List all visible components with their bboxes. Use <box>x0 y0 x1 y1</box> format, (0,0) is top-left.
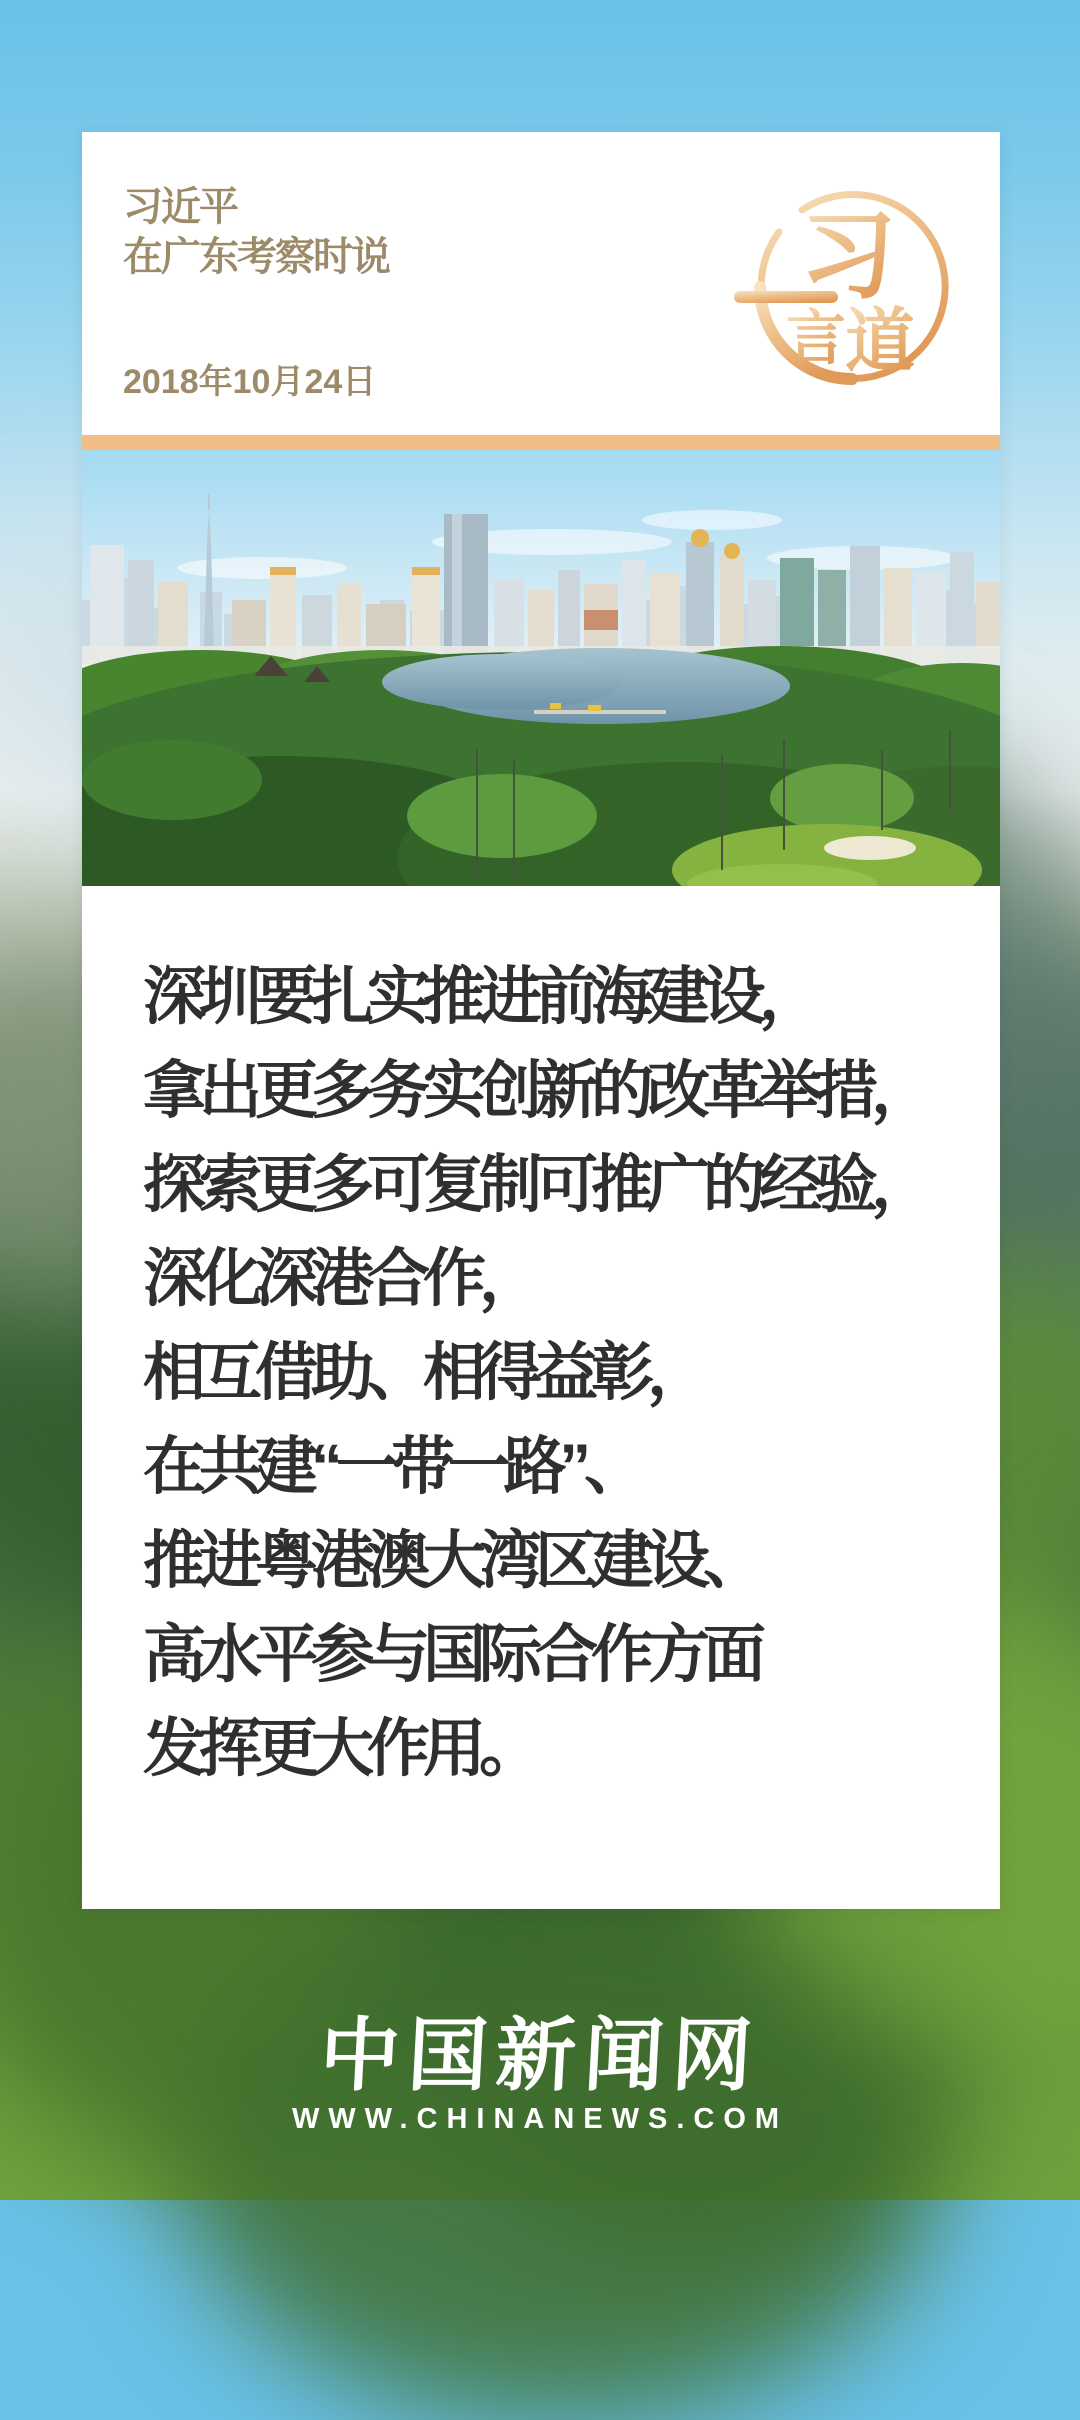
quote-line: 在共建“一带一路”、 <box>143 1432 640 1502</box>
quote-line: 深化深港合作， <box>143 1244 535 1314</box>
foliage-blob <box>180 1900 940 2420</box>
seal-char-xi: 习 <box>800 203 896 310</box>
city-park-photo <box>82 450 1000 886</box>
seal-char-yan: 言 <box>786 305 846 372</box>
quote-line: 推进粤港澳大湾区建设、 <box>143 1526 759 1596</box>
chinanews-logo-text: 中国新闻网 <box>317 2008 763 2102</box>
card-header-title <box>123 182 389 282</box>
quote-line: 发挥更大作用。 <box>143 1714 535 1784</box>
quote-line: 深圳要扎实推进前海建设， <box>143 962 815 1032</box>
chinanews-logo-lockup <box>0 2008 1080 2136</box>
xiyandao-seal-icon <box>730 187 952 387</box>
quote-card <box>82 132 1000 1909</box>
tan-divider-band <box>82 435 1000 450</box>
quote-line: 拿出更多务实创新的改革举措， <box>143 1056 927 1126</box>
speaker-occasion: 在广东考察时说 <box>123 235 389 279</box>
quote-line: 探索更多可复制可推广的经验， <box>143 1150 927 1220</box>
quote-date: 2018年10月24日 <box>123 363 377 401</box>
seal-char-dao: 道 <box>845 302 915 380</box>
quote-text-block <box>143 950 963 1796</box>
speaker-name: 习近平 <box>123 185 237 229</box>
quote-line: 相互借助、相得益彰， <box>143 1338 703 1408</box>
quote-line: 高水平参与国际合作方面 <box>143 1620 759 1690</box>
chinanews-url: WWW.CHINANEWS.COM <box>291 2103 789 2135</box>
